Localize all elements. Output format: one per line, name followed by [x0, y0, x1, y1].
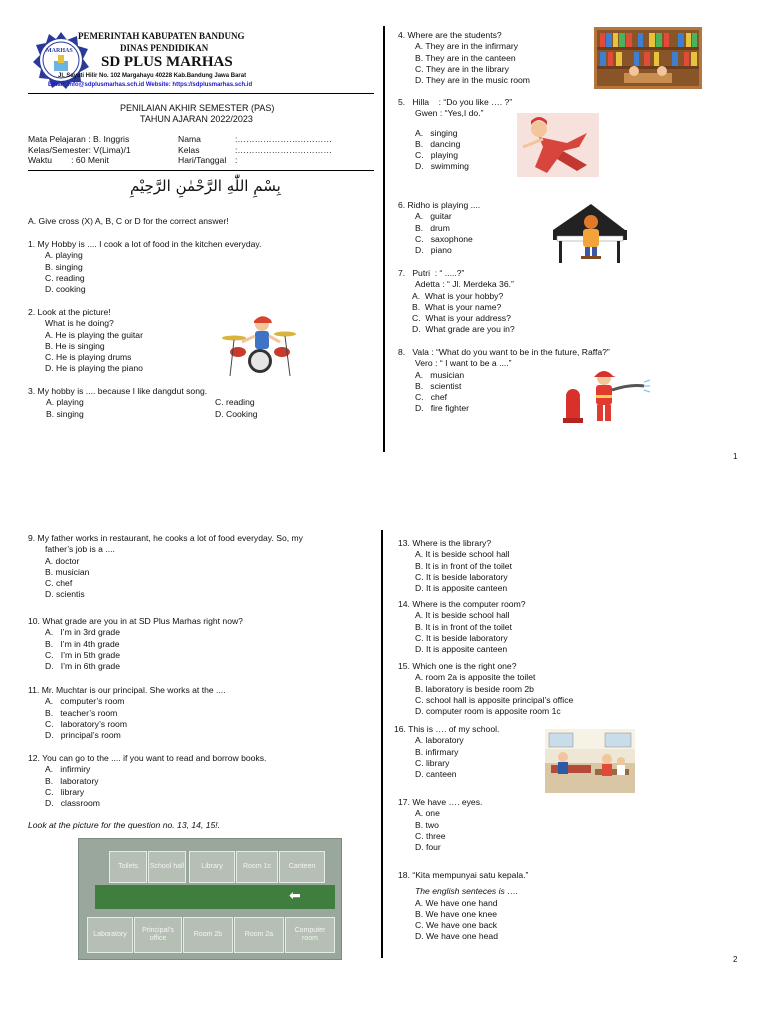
question-14	[398, 599, 526, 655]
q5-option-c[interactable]: C. playing	[415, 150, 458, 161]
q14-option-d[interactable]: D. It is apposite canteen	[415, 644, 508, 655]
q11-option-b[interactable]: B. teacher’s room	[45, 707, 118, 718]
q5-stem-2: Gwen : “Yes,I do.”	[415, 108, 484, 119]
q9-option-a[interactable]: A. doctor	[45, 555, 80, 566]
q7-stem-2: Adetta : “ Jl. Merdeka 36.”	[415, 279, 514, 290]
question-10	[28, 616, 243, 672]
q1-option-a[interactable]: A. playing	[45, 250, 83, 261]
q18-option-d[interactable]: D. We have one head	[415, 931, 498, 942]
q2-option-d[interactable]: D. He is playing the piano	[45, 363, 143, 374]
q9-stem: 9. My father works in restaurant, he cooks a lot of food everyday. So, my	[28, 533, 303, 543]
question-7	[398, 268, 515, 336]
look-instruction: Look at the picture for the question no. 13, 14, 15!.	[28, 820, 221, 830]
school-floor-plan	[78, 838, 342, 960]
q18-stem: 18. “Kita mempunyai satu kepala.”	[398, 870, 529, 880]
plan-room-library: Library	[189, 851, 235, 883]
q18-stem-2: The english senteces is ….	[415, 886, 519, 897]
q3-stem: 3. My hobby is .... because I like dangdut song.	[28, 386, 208, 396]
question-12	[28, 753, 266, 809]
plan-room-2b: Room 2b	[183, 917, 233, 953]
question-17	[398, 797, 482, 853]
header-rule	[28, 93, 374, 94]
q9-option-d[interactable]: D. scientis	[45, 589, 85, 600]
info-waktu: Waktu : 60 Menit	[28, 155, 109, 165]
header-school: SD PLUS MARHAS	[101, 54, 233, 70]
q3-option-a[interactable]: A. playing	[46, 397, 84, 408]
info-mapel: Mata Pelajaran : B. Inggris	[28, 134, 130, 144]
q1-stem: 1. My Hobby is .... I cook a lot of food in the kitchen everyday.	[28, 239, 262, 249]
page2-column-divider	[381, 530, 383, 958]
q9-stem-2: father’s job is a ....	[45, 544, 115, 555]
q10-option-b[interactable]: B. I’m in 4th grade	[45, 638, 120, 649]
q13-option-b[interactable]: B. It is in front of the toilet	[415, 560, 512, 571]
question-16	[394, 724, 499, 780]
q7-option-d[interactable]: D. What grade are you in?	[412, 324, 515, 335]
info-labels	[178, 134, 226, 166]
kelas-field[interactable]: :……………………………	[235, 144, 332, 155]
info-rule	[28, 170, 374, 171]
q4-option-d[interactable]: D. They are in the music room	[415, 75, 530, 86]
q10-option-a[interactable]: A. I’m in 3rd grade	[45, 627, 120, 638]
plan-arrow-icon: ⬅	[289, 888, 301, 904]
q16-stem: 16. This is …. of my school.	[394, 724, 500, 734]
q5-option-a[interactable]: A. singing	[415, 127, 458, 138]
info-values	[235, 134, 332, 166]
q14-option-b[interactable]: B. It is in front of the toilet	[415, 621, 512, 632]
q10-option-d[interactable]: D. I’m in 6th grade	[45, 661, 120, 672]
q4-option-b[interactable]: B. They are in the canteen	[415, 52, 516, 63]
plan-room-1c: Room 1c	[236, 851, 278, 883]
q6-option-a[interactable]: A. guitar	[415, 211, 452, 222]
q12-stem: 12. You can go to the .... if you want to read and borrow books.	[28, 753, 267, 763]
piano-picture	[551, 200, 633, 264]
q3-option-d[interactable]: D. Cooking	[215, 408, 258, 419]
q2-option-b[interactable]: B. He is singing	[45, 340, 105, 351]
plan-room-2a: Room 2a	[234, 917, 284, 953]
q13-option-a[interactable]: A. It is beside school hall	[415, 549, 510, 560]
q8-stem-2: Vero : “ I want to be a ....”	[415, 358, 512, 369]
question-3	[28, 386, 368, 420]
q16-option-c[interactable]: C. library	[415, 757, 450, 768]
q12-option-a[interactable]: A. infirmiry	[45, 764, 91, 775]
info-kelas-semester: Kelas/Semester: V(Lima)/1	[28, 144, 131, 155]
q6-stem: 6. Ridho is playing ....	[398, 200, 481, 210]
q17-stem: 17. We have …. eyes.	[398, 797, 483, 807]
q10-stem: 10. What grade are you in at SD Plus Marhas right now?	[28, 616, 243, 626]
q8-option-a[interactable]: A. musician	[415, 369, 465, 380]
question-9	[28, 533, 303, 601]
plan-room-canteen: Canteen	[279, 851, 325, 883]
header-gov: PEMERINTAH KABUPATEN BANDUNG	[78, 31, 245, 41]
q2-option-c[interactable]: C. He is playing drums	[45, 352, 132, 363]
q3-option-b[interactable]: B. singing	[46, 408, 84, 419]
q10-option-c[interactable]: C. I’m in 5th grade	[45, 649, 120, 660]
q15-stem: 15. Which one is the right one?	[398, 661, 517, 671]
q2-stem-2: What is he doing?	[45, 318, 114, 329]
q4-option-a[interactable]: A. They are in the infirmary	[415, 41, 519, 52]
q12-option-c[interactable]: C. library	[45, 786, 85, 797]
q14-option-c[interactable]: C. It is beside laboratory	[415, 632, 508, 643]
q6-option-b[interactable]: B. drum	[415, 222, 450, 233]
firefighter-picture	[560, 366, 650, 426]
q9-option-c[interactable]: C. chef	[45, 578, 73, 589]
q13-option-d[interactable]: D. It is apposite canteen	[415, 583, 508, 594]
exam-title: PENILAIAN AKHIR SEMESTER (PAS)	[120, 103, 275, 113]
q18-option-a[interactable]: A. We have one hand	[415, 897, 498, 908]
q2-stem: 2. Look at the picture!	[28, 307, 111, 317]
q11-stem: 11. Mr. Muchtar is our principal. She works at the ....	[28, 685, 226, 695]
logo-text: MARHAS	[46, 48, 73, 54]
info-hari-label: Hari/Tanggal	[178, 155, 227, 165]
q3-option-c[interactable]: C. reading	[215, 397, 255, 408]
q17-option-c[interactable]: C. three	[415, 830, 446, 841]
q13-option-c[interactable]: C. It is beside laboratory	[415, 571, 508, 582]
question-11	[28, 685, 226, 741]
q7-option-c[interactable]: C. What is your address?	[412, 313, 511, 324]
question-4	[398, 30, 530, 86]
plan-room-laboratory: Laboratory	[87, 917, 133, 953]
q5-option-d[interactable]: D. swimming	[415, 161, 469, 172]
q13-stem: 13. Where is the library?	[398, 538, 492, 548]
q17-option-d[interactable]: D. four	[415, 842, 441, 853]
q12-option-b[interactable]: B. laboratory	[45, 775, 99, 786]
q11-option-a[interactable]: A. computer’s room	[45, 696, 125, 707]
header-dept: DINAS PENDIDIKAN	[120, 43, 209, 53]
page-number-2: 2	[733, 955, 738, 964]
q17-option-b[interactable]: B. two	[415, 819, 439, 830]
q9-option-b[interactable]: B. musician	[45, 566, 90, 577]
q8-stem: 8. Vala : “What do you want to be in the future, Raffa?”	[398, 347, 610, 357]
plan-room-school-hall: School hall	[148, 851, 186, 883]
question-6	[398, 200, 480, 256]
info-nama-label: Nama	[178, 134, 201, 144]
q16-option-b[interactable]: B. infirmary	[415, 746, 459, 757]
header-address: Jl. Sayati Hilir No. 102 Margahayu 40228 Kab.Bandung Jawa Barat	[58, 73, 247, 79]
q4-option-c[interactable]: C. They are in the library	[415, 63, 509, 74]
page-number-1: 1	[733, 452, 738, 461]
info-block	[28, 134, 131, 166]
question-15	[398, 661, 573, 717]
q17-option-a[interactable]: A. one	[415, 808, 440, 819]
header-email: Email: info@sdplusmarhas.sch.id Website: https://sdplusmarhas.sch.id	[48, 82, 253, 88]
q18-option-c[interactable]: C. We have one back	[415, 920, 498, 931]
page1-column-divider	[383, 26, 385, 452]
q7-option-b[interactable]: B. What is your name?	[412, 301, 502, 312]
q2-option-a[interactable]: A. He is playing the guitar	[45, 329, 143, 340]
nama-field[interactable]: :……………………………	[235, 134, 332, 144]
q15-option-a[interactable]: A. room 2a is apposite the toilet	[415, 672, 536, 683]
q14-stem: 14. Where is the computer room?	[398, 599, 526, 609]
q18-option-b[interactable]: B. We have one knee	[415, 908, 498, 919]
question-1	[28, 239, 261, 295]
dancer-picture	[517, 113, 599, 177]
plan-room-computer: Computer room	[285, 917, 335, 953]
plan-room-principals-office: Principal’s office	[134, 917, 182, 953]
q7-stem: 7. Putri : “ .....?”	[398, 268, 465, 278]
question-2	[28, 307, 143, 375]
q16-option-d[interactable]: D. canteen	[415, 769, 457, 780]
q8-option-d[interactable]: D. fire fighter	[415, 403, 469, 414]
q11-option-d[interactable]: D. principal’s room	[45, 730, 121, 741]
q11-option-c[interactable]: C. laboratory’s room	[45, 718, 127, 729]
question-13	[398, 538, 512, 594]
info-kelas-label: Kelas	[178, 144, 200, 155]
q8-option-c[interactable]: C. chef	[415, 392, 447, 403]
q1-option-c[interactable]: C. reading	[45, 272, 85, 283]
q5-option-b[interactable]: B. dancing	[415, 138, 461, 149]
question-5	[398, 97, 512, 173]
q6-option-d[interactable]: D. piano	[415, 245, 452, 256]
q15-option-b[interactable]: B. laboratory is beside room 2b	[415, 683, 534, 694]
q14-option-a[interactable]: A. It is beside school hall	[415, 610, 510, 621]
q8-option-b[interactable]: B. scientist	[415, 380, 462, 391]
q7-option-a[interactable]: A. What is your hobby?	[412, 290, 504, 301]
q5-stem: 5. Hilla : “Do you like …. ?”	[398, 97, 513, 107]
bismillah: بِسْمِ اللّٰهِ الرَّحْمٰنِ الرَّحِيْمِ	[130, 177, 281, 195]
q4-stem: 4. Where are the students?	[398, 30, 502, 40]
question-18	[398, 870, 528, 943]
q1-option-d[interactable]: D. cooking	[45, 284, 86, 295]
q16-option-a[interactable]: A. laboratory	[415, 735, 464, 746]
canteen-picture	[545, 729, 635, 793]
q15-option-d[interactable]: D. computer room is apposite room 1c	[415, 706, 561, 717]
plan-room-toilets: Toilets	[109, 851, 147, 883]
q15-option-c[interactable]: C. school hall is apposite principal’s office	[415, 694, 574, 705]
hari-field[interactable]: :	[235, 155, 238, 165]
q1-option-b[interactable]: B. singing	[45, 261, 83, 272]
exam-year: TAHUN AJARAN 2022/2023	[140, 114, 253, 124]
library-picture	[594, 27, 702, 89]
drummer-picture	[216, 312, 298, 378]
q12-option-d[interactable]: D. classroom	[45, 798, 100, 809]
instruction: A. Give cross (X) A, B, C or D for the correct answer!	[28, 216, 229, 226]
q6-option-c[interactable]: C. saxophone	[415, 233, 473, 244]
